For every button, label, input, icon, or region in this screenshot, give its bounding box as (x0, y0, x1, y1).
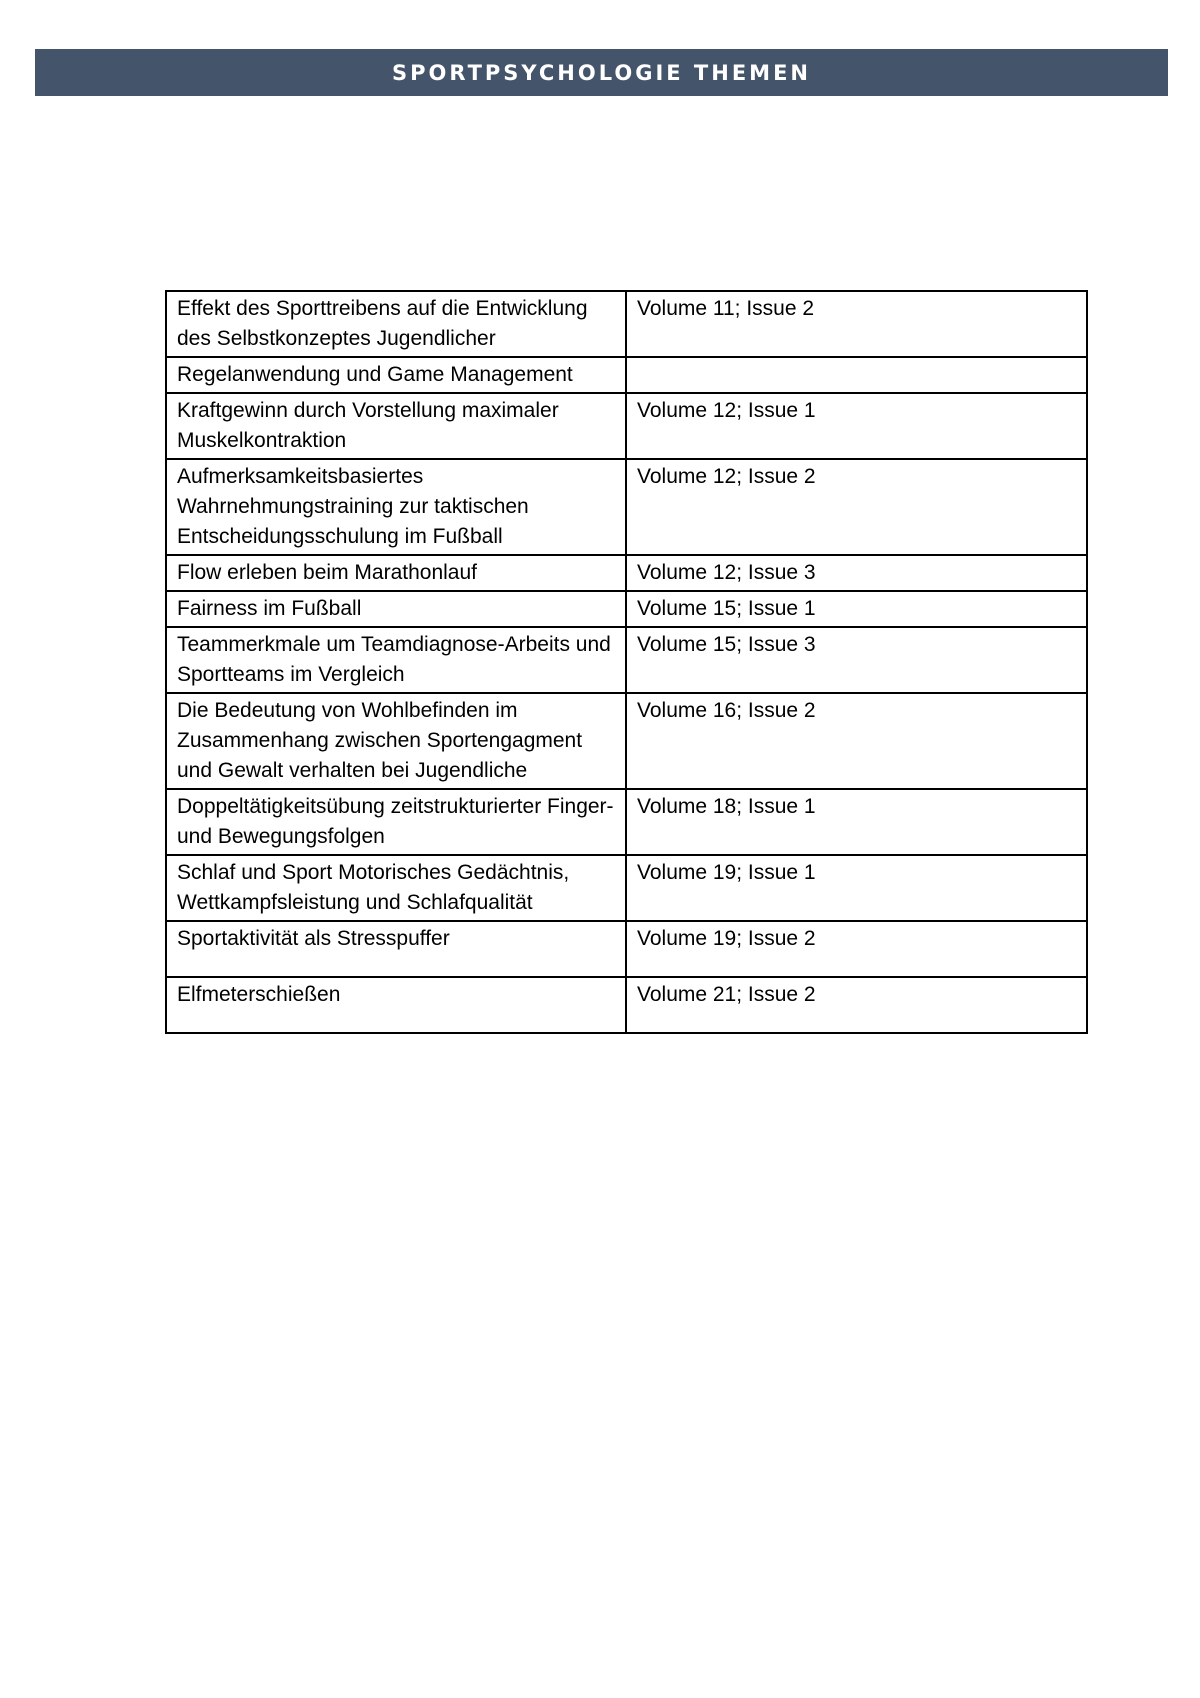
issue-cell: Volume 21; Issue 2 (626, 977, 1087, 1033)
topic-cell: Kraftgewinn durch Vorstellung maximaler Muskelkontraktion (166, 393, 626, 459)
table-row (166, 459, 1087, 555)
topic-cell: Flow erleben beim Marathonlauf (166, 555, 626, 591)
table-row (166, 921, 1087, 977)
issue-cell: Volume 12; Issue 3 (626, 555, 1087, 591)
header-bar (35, 49, 1168, 96)
table-row (166, 789, 1087, 855)
table-row (166, 693, 1087, 789)
issue-cell: Volume 19; Issue 1 (626, 855, 1087, 921)
topic-cell: Regelanwendung und Game Management (166, 357, 626, 393)
topic-cell: Sportaktivität als Stresspuffer (166, 921, 626, 977)
issue-cell: Volume 16; Issue 2 (626, 693, 1087, 789)
table-row (166, 291, 1087, 357)
table-row (166, 591, 1087, 627)
topic-cell: Elfmeterschießen (166, 977, 626, 1033)
issue-cell: Volume 11; Issue 2 (626, 291, 1087, 357)
topic-cell: Schlaf und Sport Motorisches Gedächtnis, Wettkampfsleistung und Schlafqualität (166, 855, 626, 921)
issue-cell: Volume 15; Issue 1 (626, 591, 1087, 627)
topics-table (165, 290, 1088, 1034)
topic-cell: Aufmerksamkeitsbasiertes Wahrnehmungstraining zur taktischen Entscheidungsschulung im Fußball (166, 459, 626, 555)
issue-cell: Volume 18; Issue 1 (626, 789, 1087, 855)
page-title: SPORTPSYCHOLOGIE THEMEN (392, 60, 811, 85)
issue-cell (626, 357, 1087, 393)
table-row (166, 627, 1087, 693)
topic-cell: Teammerkmale um Teamdiagnose-Arbeits und Sportteams im Vergleich (166, 627, 626, 693)
table-row (166, 393, 1087, 459)
table-row (166, 855, 1087, 921)
issue-cell: Volume 12; Issue 1 (626, 393, 1087, 459)
table-row (166, 977, 1087, 1033)
issue-cell: Volume 15; Issue 3 (626, 627, 1087, 693)
table-row (166, 357, 1087, 393)
topic-cell: Doppeltätigkeitsübung zeitstrukturierter Finger- und Bewegungsfolgen (166, 789, 626, 855)
topic-cell: Fairness im Fußball (166, 591, 626, 627)
issue-cell: Volume 19; Issue 2 (626, 921, 1087, 977)
issue-cell: Volume 12; Issue 2 (626, 459, 1087, 555)
topic-cell: Effekt des Sporttreibens auf die Entwicklung des Selbstkonzeptes Jugendlicher (166, 291, 626, 357)
table-row (166, 555, 1087, 591)
topic-cell: Die Bedeutung von Wohlbefinden im Zusammenhang zwischen Sportengagment und Gewalt verhalten bei Jugendliche (166, 693, 626, 789)
